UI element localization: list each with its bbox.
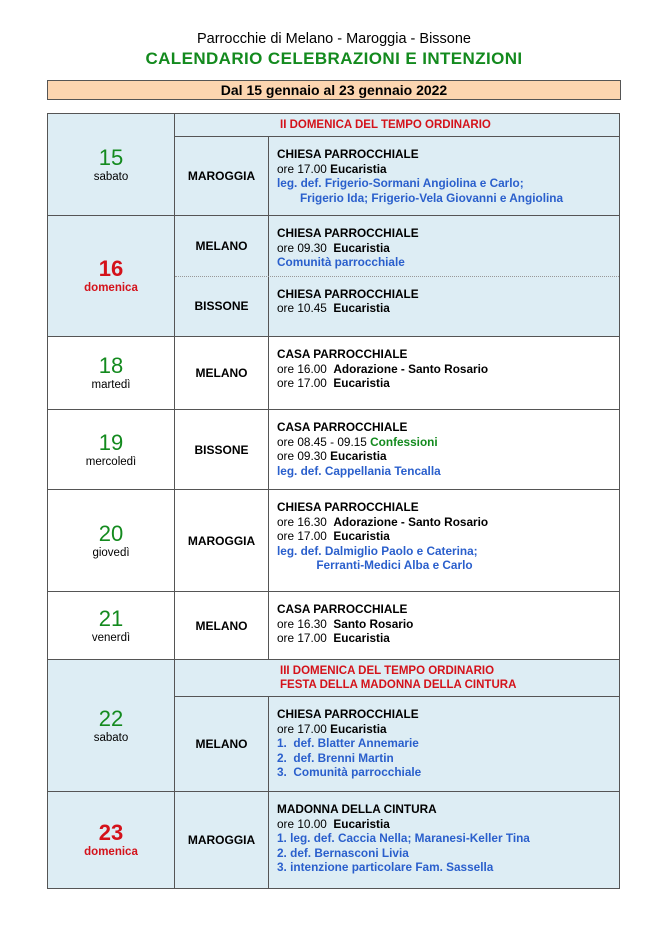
detail-line bbox=[277, 529, 619, 544]
day-name: sabato bbox=[93, 731, 129, 744]
celebration-details bbox=[269, 137, 619, 215]
celebration-entry bbox=[175, 337, 619, 409]
detail-line bbox=[277, 751, 619, 766]
detail-text: Confessioni bbox=[370, 434, 438, 449]
day-number: 19 bbox=[98, 429, 124, 455]
day-name: domenica bbox=[84, 846, 138, 858]
day-cell bbox=[47, 216, 175, 336]
day-cell bbox=[47, 490, 175, 591]
liturgy-banner bbox=[175, 660, 619, 697]
detail-line bbox=[277, 722, 619, 737]
location-label: BISSONE bbox=[175, 410, 269, 489]
detail-line bbox=[277, 162, 619, 177]
detail-line bbox=[277, 435, 619, 450]
detail-text: Eucaristia bbox=[333, 816, 390, 831]
location-label: MAROGGIA bbox=[175, 490, 269, 591]
day-block bbox=[47, 337, 620, 410]
celebration-entry bbox=[175, 137, 619, 215]
detail-text: ore 16.30 bbox=[277, 514, 334, 529]
detail-line bbox=[277, 558, 619, 573]
detail-text: 3. Comunità parrocchiale bbox=[277, 765, 422, 780]
detail-text: Adorazione - Santo Rosario bbox=[333, 361, 489, 376]
detail-text: ore 16.30 bbox=[277, 616, 334, 631]
day-cell bbox=[47, 660, 175, 791]
celebration-details bbox=[269, 410, 619, 489]
celebration-entry bbox=[175, 792, 619, 888]
detail-text: ore 10.00 bbox=[277, 816, 334, 831]
detail-text: 1. leg. def. Caccia Nella; Maranesi-Keller Tina bbox=[277, 831, 530, 846]
detail-line bbox=[277, 191, 619, 206]
detail-text: leg. def. Dalmiglio Paolo e Caterina; bbox=[277, 543, 478, 558]
day-name: giovedì bbox=[92, 546, 130, 559]
celebration-details bbox=[269, 792, 619, 888]
detail-text: ore 17.00 bbox=[277, 529, 334, 544]
day-details bbox=[175, 410, 620, 489]
day-name: sabato bbox=[93, 170, 129, 183]
banner-line: FESTA DELLA MADONNA DELLA CINTURA bbox=[280, 679, 517, 691]
day-cell bbox=[47, 337, 175, 409]
day-name: martedì bbox=[91, 379, 131, 391]
detail-text: Eucaristia bbox=[333, 376, 390, 391]
place-name: CHIESA PARROCCHIALE bbox=[277, 147, 419, 161]
day-details bbox=[175, 490, 620, 591]
day-name: venerdì bbox=[91, 631, 131, 644]
day-block bbox=[47, 792, 620, 889]
liturgy-banner bbox=[175, 114, 619, 137]
detail-line bbox=[277, 176, 619, 191]
detail-text: ore 17.00 bbox=[277, 376, 334, 391]
day-number: 21 bbox=[98, 605, 124, 631]
place-name: CASA PARROCCHIALE bbox=[277, 347, 408, 361]
celebration-entry bbox=[175, 592, 619, 659]
day-details bbox=[175, 592, 620, 659]
detail-text: 1. def. Blatter Annemarie bbox=[277, 736, 419, 751]
day-cell bbox=[47, 410, 175, 489]
day-block bbox=[47, 216, 620, 337]
day-number: 16 bbox=[98, 256, 124, 281]
location-label: MAROGGIA bbox=[175, 792, 269, 888]
detail-line bbox=[277, 376, 619, 391]
detail-text: ore 17.00 bbox=[277, 161, 331, 176]
calendar-table bbox=[47, 113, 620, 889]
day-details bbox=[175, 660, 620, 791]
calendar-title: CALENDARIO CELEBRAZIONI E INTENZIONI bbox=[145, 49, 523, 68]
celebration-entry bbox=[175, 697, 619, 791]
location-label: MELANO bbox=[175, 216, 269, 276]
detail-line bbox=[277, 449, 619, 464]
date-range-bar: Dal 15 gennaio al 23 gennaio 2022 bbox=[47, 80, 621, 100]
detail-text: Adorazione - Santo Rosario bbox=[333, 514, 489, 529]
detail-text: leg. def. Frigerio-Sormani Angiolina e Carlo; bbox=[277, 176, 524, 191]
detail-text: Eucaristia bbox=[330, 161, 387, 176]
place-name: CHIESA PARROCCHIALE bbox=[277, 707, 419, 721]
detail-text: 2. def. Bernasconi Livia bbox=[277, 845, 409, 860]
detail-text: ore 08.45 - 09.15 bbox=[277, 434, 371, 449]
day-cell bbox=[47, 592, 175, 659]
place-name: CHIESA PARROCCHIALE bbox=[277, 500, 419, 514]
detail-text: Eucaristia bbox=[333, 631, 390, 646]
detail-text: Ferranti-Medici Alba e Carlo bbox=[277, 558, 473, 573]
detail-line bbox=[277, 301, 619, 316]
detail-line bbox=[277, 765, 619, 780]
detail-text: Eucaristia bbox=[333, 301, 390, 316]
detail-text: Comunità parrocchiale bbox=[277, 255, 405, 270]
detail-text: ore 09.30 bbox=[277, 449, 331, 464]
detail-line bbox=[277, 515, 619, 530]
day-block bbox=[47, 660, 620, 792]
detail-line bbox=[277, 464, 619, 479]
day-cell bbox=[47, 114, 175, 215]
detail-text: ore 17.00 bbox=[277, 721, 331, 736]
detail-line bbox=[277, 631, 619, 646]
detail-text: Eucaristia bbox=[333, 529, 390, 544]
day-number: 20 bbox=[98, 520, 124, 546]
day-number: 22 bbox=[98, 705, 124, 731]
detail-line bbox=[277, 617, 619, 632]
celebration-entry bbox=[175, 276, 619, 337]
day-cell bbox=[47, 792, 175, 888]
day-details bbox=[175, 216, 620, 336]
location-label: MAROGGIA bbox=[175, 137, 269, 215]
detail-text: ore 09.30 bbox=[277, 240, 334, 255]
detail-text: Frigerio Ida; Frigerio-Vela Giovanni e Angiolina bbox=[277, 190, 564, 205]
location-label: MELANO bbox=[175, 697, 269, 791]
detail-text: ore 10.45 bbox=[277, 301, 334, 316]
place-name: CASA PARROCCHIALE bbox=[277, 602, 408, 616]
banner-line: III DOMENICA DEL TEMPO ORDINARIO bbox=[280, 665, 495, 677]
celebration-entry bbox=[175, 216, 619, 276]
celebration-details bbox=[269, 592, 619, 659]
celebration-details bbox=[269, 337, 619, 409]
banner-line: II DOMENICA DEL TEMPO ORDINARIO bbox=[280, 119, 491, 131]
detail-text: 3. intenzione particolare Fam. Sassella bbox=[277, 860, 494, 875]
day-details bbox=[175, 792, 620, 888]
celebration-details bbox=[269, 216, 619, 276]
detail-text: ore 16.00 bbox=[277, 361, 334, 376]
place-name: MADONNA DELLA CINTURA bbox=[277, 802, 437, 816]
place-name: CASA PARROCCHIALE bbox=[277, 420, 408, 434]
detail-line bbox=[277, 846, 619, 861]
detail-line bbox=[277, 241, 619, 256]
detail-text: 2. def. Brenni Martin bbox=[277, 750, 394, 765]
detail-text: Eucaristia bbox=[330, 721, 387, 736]
day-block bbox=[47, 490, 620, 592]
detail-text: Eucaristia bbox=[333, 240, 390, 255]
detail-line bbox=[277, 362, 619, 377]
detail-line bbox=[277, 544, 619, 559]
location-label: MELANO bbox=[175, 337, 269, 409]
parishes-header: Parrocchie di Melano - Maroggia - Bissone bbox=[196, 31, 471, 47]
detail-text: Eucaristia bbox=[330, 449, 387, 464]
day-block bbox=[47, 113, 620, 216]
location-label: BISSONE bbox=[175, 277, 269, 337]
celebration-entry bbox=[175, 410, 619, 489]
detail-text: Santo Rosario bbox=[333, 616, 414, 631]
detail-line bbox=[277, 255, 619, 270]
day-block bbox=[47, 592, 620, 660]
detail-text: leg. def. Cappellania Tencalla bbox=[277, 463, 441, 478]
day-name: domenica bbox=[84, 282, 138, 294]
location-label: MELANO bbox=[175, 592, 269, 659]
day-number: 23 bbox=[98, 820, 124, 845]
detail-text: ore 17.00 bbox=[277, 631, 334, 646]
place-name: CHIESA PARROCCHIALE bbox=[277, 226, 419, 240]
celebration-entry bbox=[175, 490, 619, 591]
day-number: 18 bbox=[98, 353, 124, 378]
place-name: CHIESA PARROCCHIALE bbox=[277, 286, 419, 301]
detail-line bbox=[277, 817, 619, 832]
day-block bbox=[47, 410, 620, 490]
celebration-details bbox=[269, 490, 619, 591]
day-name: mercoledì bbox=[85, 455, 137, 468]
day-number: 15 bbox=[98, 144, 124, 170]
celebration-details bbox=[269, 277, 619, 337]
detail-line bbox=[277, 736, 619, 751]
detail-line bbox=[277, 860, 619, 875]
detail-line bbox=[277, 831, 619, 846]
day-details bbox=[175, 337, 620, 409]
celebration-details bbox=[269, 697, 619, 791]
day-details bbox=[175, 114, 620, 215]
